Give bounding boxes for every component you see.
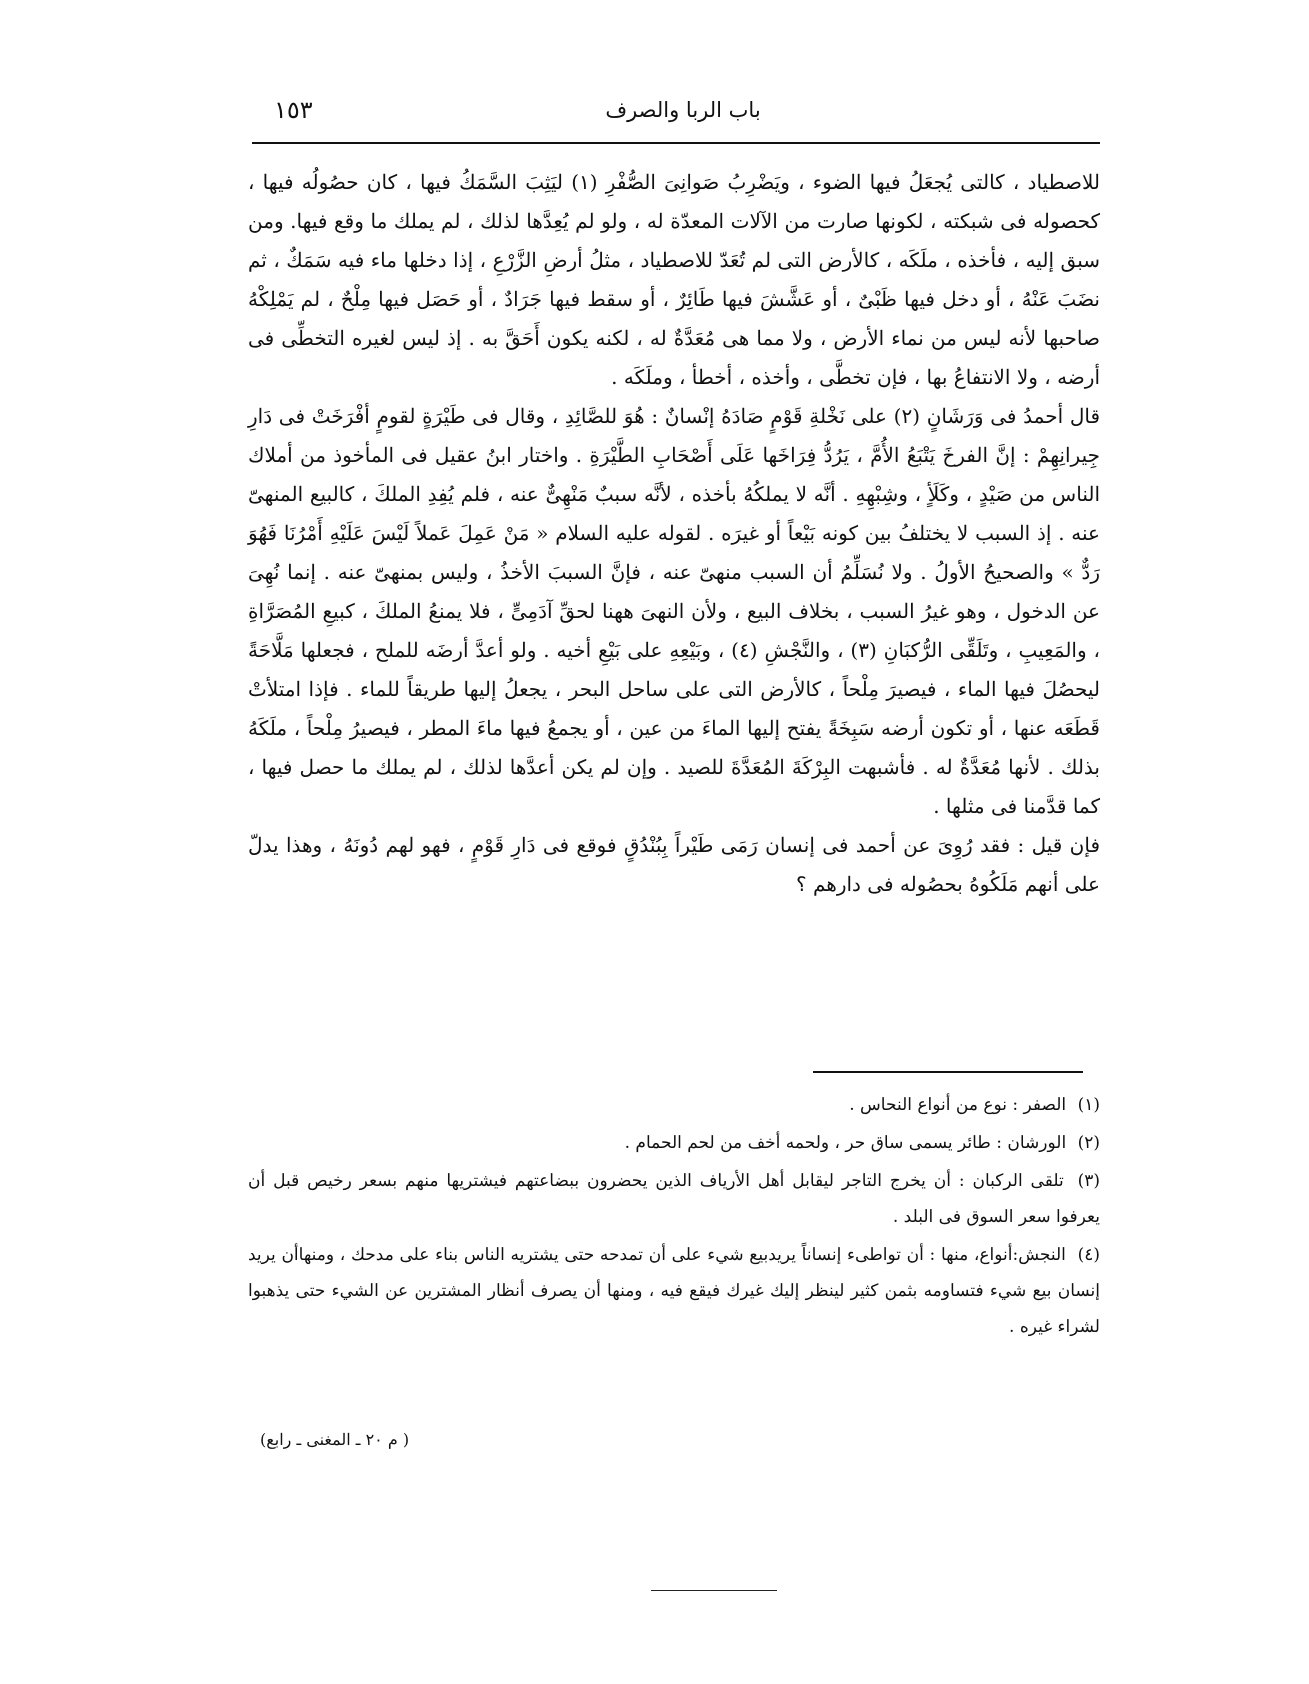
footnote [248,1087,1100,1123]
footnote-text: النجش:أنواع، منها : أن تواطىء إنساناً يريدبيع شيء على أن تمدحه حتى يشتريه الناس بناء على مدحك ، ومنهاأن يريد إنسان بيع شيء فتساومه بثمن كثير لينظر إليك غيرك فيقع فيه ، ومنها أن يصرف أنظار المشترين عن الشيء حتى يذهبوا لشراء غيره . [248,1245,1100,1337]
footnote-text: الصفر : نوع من أنواع النحاس . [849,1095,1067,1115]
footnote-rule [813,1071,1083,1073]
paragraph: قال أحمدُ فى وَرَشَانٍ (٢) على نَخْلةِ قَوْمٍ صَادَهُ إنْسانٌ : هُوَ للصَّائِدِ ، وقال فى طَيْرَةٍ لقومٍ أفْرَخَتْ فى دَارِ جِيرانِهِمْ : إنَّ الفرخَ يَتْبَعُ الأُمَّ ، يَرُدُّ فِرَاخَها عَلَى أَصْحَابِ الطَّيْرَةِ . واختار ابنُ عقيل فى المأخوذ من أملاك الناس من صَيْدٍ ، وكَلَأٍ ، وشِبْهِهِ . أنَّه لا يملكُهُ بأخذه ، لأنَّه سببٌ مَنْهِىٌّ عنه ، فلم يُفِدِ الملكَ ، كالبيع المنهىّ عنه . إذ السبب لا يختلفُ بين كونه بَيْعاً أو غيرَه . لقوله عليه السلام « مَنْ عَمِلَ عَملاً لَيْسَ عَلَيْهِ أَمْرُنَا فَهُوَ رَدٌّ » والصحيحُ الأولُ . ولا نُسَلِّمُ أن السبب منهىّ عنه ، فإنَّ السببَ الأخذُ ، وليس بمنهىّ عنه . إنما نُهِىَ عن الدخول ، وهو غيرُ السبب ، بخلاف البيع ، ولأن النهىَ ههنا لحقِّ آدَمِىٍّ ، فلا يمنعُ الملكَ ، كبيعِ المُصَرَّاةِ ، والمَعِيبِ ، وتَلَقِّى الرُّكبَانِ (٣) ، والنَّجْشِ (٤) ، وبَيْعِهِ على بَيْعِ أخيه . ولو أعدَّ أرضَه للملح ، فجعلها مَلَّاحَةً ليحصُلَ فيها الماء ، فيصيرَ مِلْحاً ، كالأرض التى على ساحل البحر ، يجعلُ إليها طريقاً للماء . فإذا امتلأتْ قَطَعَه عنها ، أو تكون أرضه سَبِخَةً يفتح إليها الماءَ من عين ، أو يجمعُ فيها ماءَ المطر ، فيصيرُ مِلْحاً ، ملَكَهُ بذلك . لأنها مُعَدَّةٌ له . فأشبهت البِرْكَةَ المُعَدَّةَ للصيد . وإن لم يكن أعدَّها لذلك ، لم يملك ما حصل فيها ، كما قدَّمنا فى مثلها . [248,404,1101,818]
footnote-number: (١) [1077,1095,1100,1115]
paragraph: فإن قيل : فقد رُوِىَ عن أحمد فى إنسان رَمَى طَيْراً بِبُنْدُقٍ فوقع فى دَارِ قَوْمٍ ، فهو لهم دُونَهُ ، وهذا يدلّ على أنهم مَلَكُوهُ بحصُوله فى دارهم ؟ [248,833,1100,896]
footnote-number: (٢) [1077,1133,1100,1153]
body-text [248,163,1100,904]
running-title: باب الربا والصرف [605,98,761,122]
signature-mark: ( م ٢٠ ـ المغنى ـ رابع) [260,1430,410,1449]
footnote-text: الورشان : طائر يسمى ساق حر ، ولحمه أخف من لحم الحمام . [624,1133,1067,1153]
page-header [268,96,1098,136]
footnote-number: (٤) [1077,1245,1101,1265]
page-number: ١٥٣ [274,96,313,124]
header-rule [252,142,1100,144]
bottom-rule [651,1590,777,1591]
footnote [248,1125,1100,1161]
footnote [248,1237,1100,1345]
footnote [248,1163,1100,1235]
paragraph: للاصطياد ، كالتى يُجعَلُ فيها الضوء ، ويَضْرِبُ صَوانِىَ الصُّفْرِ (١) ليَثِبَ السَّمَكُ فيها ، كان حصُولُه فيها ، كحصوله فى شبكته ، لكونها صارت من الآلات المعدّة له ، ولو لم يُعِدَّها لذلك ، لم يملك ما وقع فيها. ومن سبق إليه ، فأخذه ، ملَكَه ، كالأرض التى لم تُعَدّ للاصطياد ، مثلُ أرضِ الزَّرْعِ ، إذا دخلها ماء فيه سَمَكٌ ، ثم نضَبَ عَنْهُ ، أو دخل فيها ظَبْىٌ ، أو عَشَّشَ فيها طَائِرٌ ، أو سقط فيها جَرَادٌ ، أو حَصَل فيها مِلْحٌ ، لم يَمْلِكْهُ صاحبها لأنه ليس من نماء الأرض ، ولا مما هى مُعَدَّةٌ له ، لكنه يكون أَحَقَّ به . إذ ليس لغيره التخطِّى فى أرضه ، ولا الانتفاعُ بها ، فإن تخطَّى ، وأخذه ، أخطأ ، وملَكَه . [248,170,1100,389]
footnotes [248,1087,1100,1347]
footnote-number: (٣) [1077,1171,1100,1191]
footnote-text: تلقى الركبان : أن يخرج التاجر ليقابل أهل الأرياف الذين يحضرون ببضاعتهم فيشتريها منهم بسعر رخيص قبل أن يعرفوا سعر السوق فى البلد . [248,1171,1100,1227]
